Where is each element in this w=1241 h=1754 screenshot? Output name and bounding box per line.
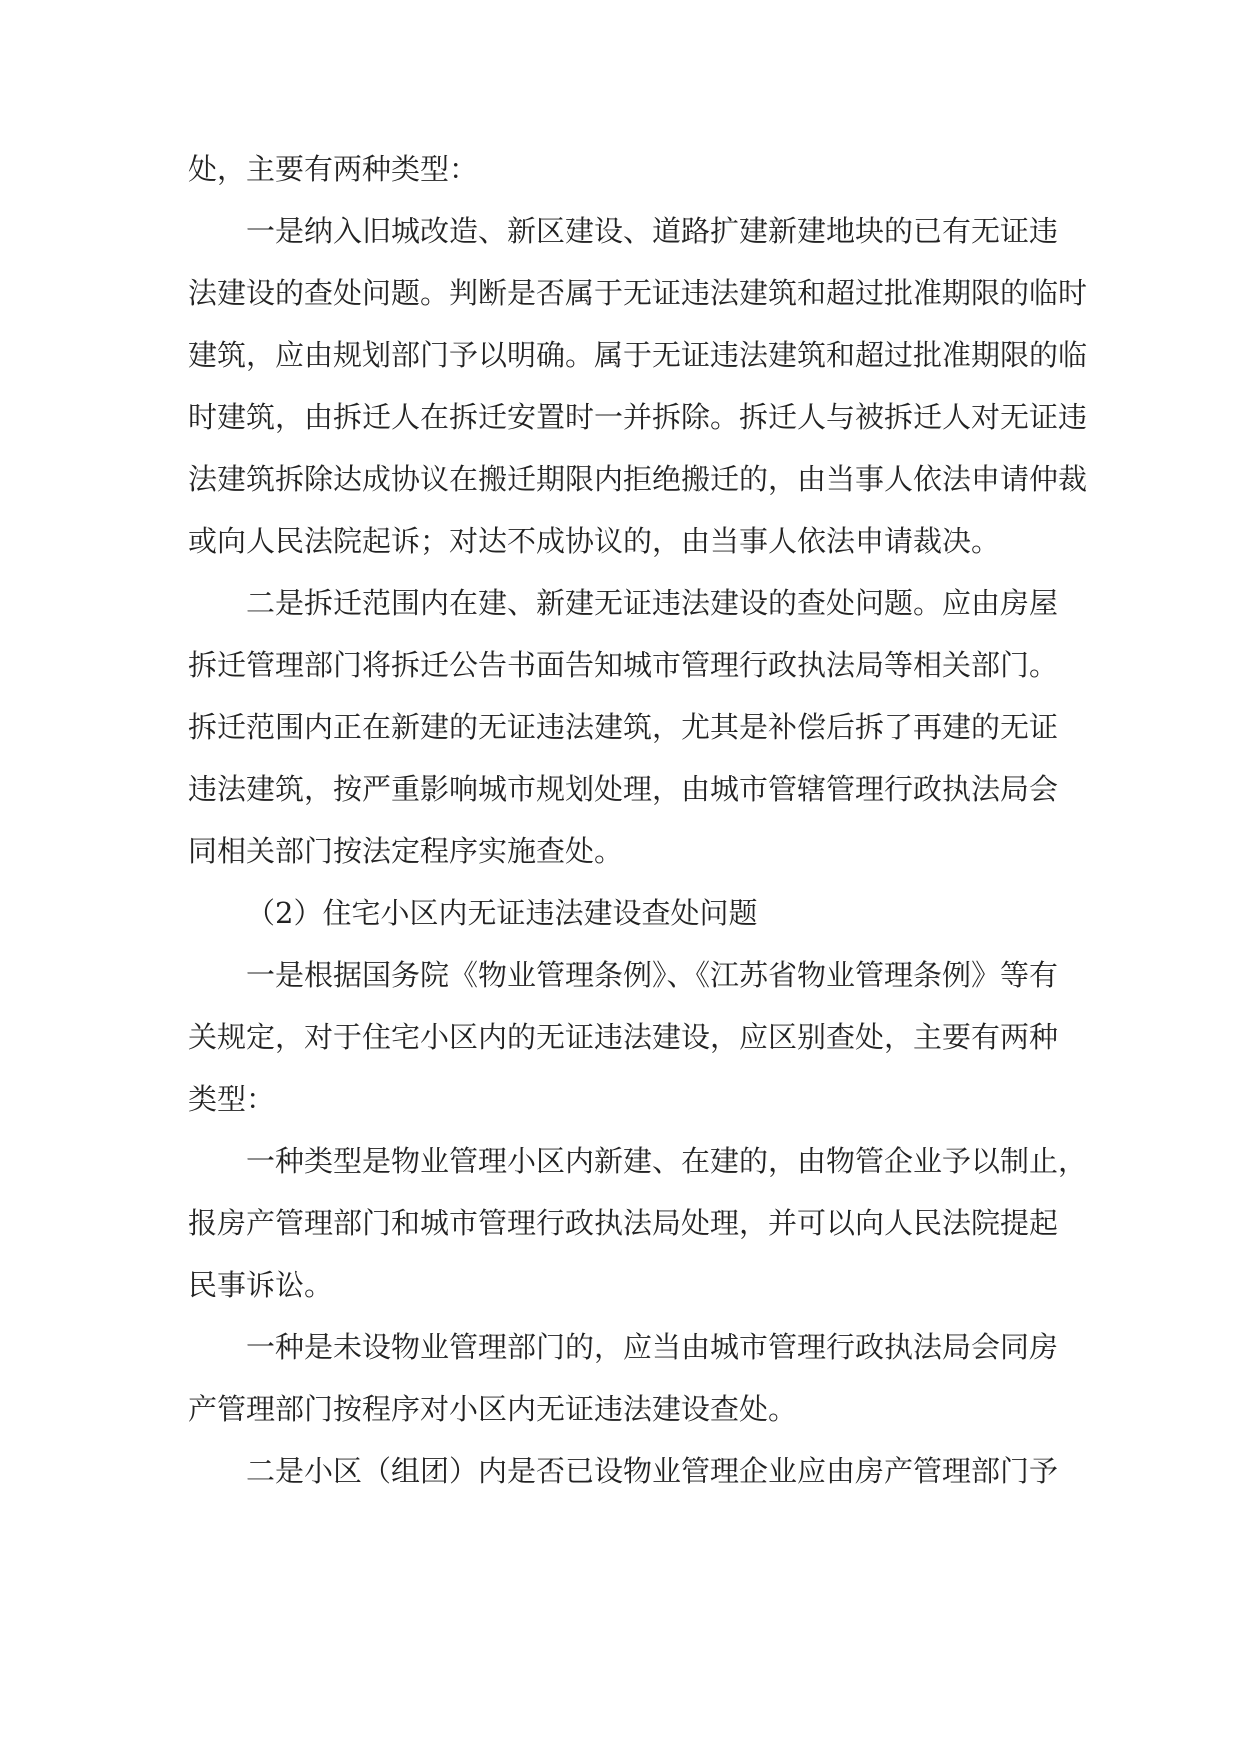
text-line: 拆迁范围内正在新建的无证违法建筑，尤其是补偿后拆了再建的无证 <box>188 710 1059 744</box>
text-line: 时建筑，由拆迁人在拆迁安置时一并拆除。拆迁人与被拆迁人对无证违 <box>188 400 1088 434</box>
document-body <box>188 138 1088 1502</box>
text-line: 二是小区（组团）内是否已设物业管理企业应由房产管理部门予 <box>246 1454 1059 1488</box>
text-line: 一种类型是物业管理小区内新建、在建的，由物管企业予以制止， <box>246 1144 1088 1178</box>
text-line: 建筑，应由规划部门予以明确。属于无证违法建筑和超过批准期限的临 <box>188 338 1088 372</box>
text-line: 或向人民法院起诉；对达不成协议的，由当事人依法申请裁决。 <box>188 524 1001 558</box>
text-line: 违法建筑，按严重影响城市规划处理，由城市管辖管理行政执法局会 <box>188 772 1059 806</box>
text-line: 民事诉讼。 <box>188 1268 334 1302</box>
text-line: 处，主要有两种类型： <box>188 152 479 186</box>
text-line: 二是拆迁范围内在建、新建无证违法建设的查处问题。应由房屋 <box>246 586 1059 620</box>
text-line: 同相关部门按法定程序实施查处。 <box>188 834 624 868</box>
text-line: 关规定，对于住宅小区内的无证违法建设，应区别查处，主要有两种 <box>188 1020 1059 1054</box>
text-line: 报房产管理部门和城市管理行政执法局处理，并可以向人民法院提起 <box>188 1206 1059 1240</box>
section-heading: （2）住宅小区内无证违法建设查处问题 <box>246 896 758 930</box>
text-line: 产管理部门按程序对小区内无证违法建设查处。 <box>188 1392 798 1426</box>
text-line: 类型： <box>188 1082 276 1116</box>
text-line: 一是纳入旧城改造、新区建设、道路扩建新建地块的已有无证违 <box>246 214 1059 248</box>
text-line: 一是根据国务院《物业管理条例》、《江苏省物业管理条例》等有 <box>246 958 1059 992</box>
text-line: 一种是未设物业管理部门的，应当由城市管理行政执法局会同房 <box>246 1330 1059 1364</box>
text-line: 拆迁管理部门将拆迁公告书面告知城市管理行政执法局等相关部门。 <box>188 648 1059 682</box>
text-line: 法建筑拆除达成协议在搬迁期限内拒绝搬迁的，由当事人依法申请仲裁 <box>188 462 1088 496</box>
text-line: 法建设的查处问题。判断是否属于无证违法建筑和超过批准期限的临时 <box>188 276 1088 310</box>
